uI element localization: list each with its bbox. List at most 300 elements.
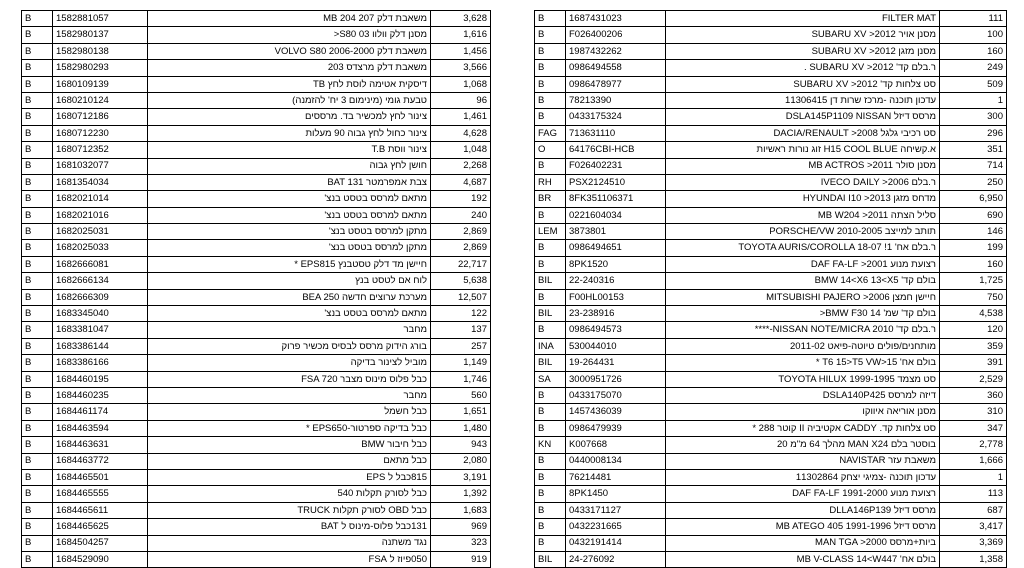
part-number-cell: 1684529090 xyxy=(53,551,148,567)
table-row xyxy=(535,240,1007,256)
supplier-code-cell: B xyxy=(22,109,53,125)
description-cell: מוביל לצינור בדיקה xyxy=(148,355,431,371)
supplier-code-cell: LEM xyxy=(535,224,566,240)
description-cell: מתאם למרסס בטסט בנצ' xyxy=(148,207,431,223)
description-cell: מחבר xyxy=(148,322,431,338)
price-cell: 1,068 xyxy=(431,76,491,92)
price-cell: 1,048 xyxy=(431,142,491,158)
part-number-cell: 1684463772 xyxy=(53,453,148,469)
table-row xyxy=(535,158,1007,174)
part-number-cell: 1582980138 xyxy=(53,43,148,59)
part-number-cell: 1683386144 xyxy=(53,338,148,354)
description-cell: בולם קד' BMW 14<X6 13<X5 xyxy=(666,273,940,289)
price-cell: 1,456 xyxy=(431,43,491,59)
table-row xyxy=(535,273,1007,289)
part-number-cell: 1684461174 xyxy=(53,404,148,420)
table-row xyxy=(22,469,491,485)
table-row xyxy=(535,142,1007,158)
part-number-cell: 1683345040 xyxy=(53,306,148,322)
description-cell: כבל לסורק תקלות 540 xyxy=(148,486,431,502)
part-number-cell: 1684463594 xyxy=(53,420,148,436)
price-cell: 1,461 xyxy=(431,109,491,125)
description-cell: סליל הצתה MB W204 >2011 xyxy=(666,207,940,223)
price-cell: 2,080 xyxy=(431,453,491,469)
price-cell: 100 xyxy=(940,27,1007,43)
part-number-cell: 0986478977 xyxy=(566,76,666,92)
price-cell: 160 xyxy=(940,43,1007,59)
price-table-right xyxy=(534,10,1007,568)
description-cell: מתאם למרסס בטסט בנצ' xyxy=(148,191,431,207)
description-cell: דיזה למרסס DSLA140P425 xyxy=(666,387,940,403)
supplier-code-cell: B xyxy=(535,76,566,92)
price-cell: 360 xyxy=(940,387,1007,403)
table-row xyxy=(535,191,1007,207)
table-row xyxy=(535,502,1007,518)
description-cell: מותחנים/פולים טיוטה-פיאט 2011-02 xyxy=(666,338,940,354)
description-cell: 815כבל ל EPS xyxy=(148,469,431,485)
price-cell: 1,480 xyxy=(431,420,491,436)
description-cell: רצועת מנוע DAF FA-LF 1991-2000 xyxy=(666,486,940,502)
part-number-cell: 64176CBI-HCB xyxy=(566,142,666,158)
table-row xyxy=(535,420,1007,436)
part-number-cell: 1684465611 xyxy=(53,502,148,518)
part-number-cell: PSX2124510 xyxy=(566,174,666,190)
table-row xyxy=(22,43,491,59)
price-cell: 347 xyxy=(940,420,1007,436)
supplier-code-cell: BIL xyxy=(535,306,566,322)
supplier-code-cell: RH xyxy=(535,174,566,190)
price-cell: 919 xyxy=(431,551,491,567)
table-row xyxy=(535,535,1007,551)
supplier-code-cell: B xyxy=(22,224,53,240)
table-row xyxy=(535,551,1007,567)
price-cell: 146 xyxy=(940,224,1007,240)
description-cell: בולם אח' MB V-CLASS 14<W447 xyxy=(666,551,940,567)
description-cell: ר.בלם אח' TOYOTA AURIS/COROLLA 18-07 !1 xyxy=(666,240,940,256)
price-cell: 714 xyxy=(940,158,1007,174)
price-cell: 3,566 xyxy=(431,60,491,76)
price-cell: 137 xyxy=(431,322,491,338)
part-number-cell: 3000951726 xyxy=(566,371,666,387)
part-number-cell: 0433171127 xyxy=(566,502,666,518)
supplier-code-cell: B xyxy=(22,453,53,469)
price-cell: 1,725 xyxy=(940,273,1007,289)
description-cell: נגד משתנה xyxy=(148,535,431,551)
price-cell: 111 xyxy=(940,11,1007,27)
supplier-code-cell: B xyxy=(22,174,53,190)
supplier-code-cell: B xyxy=(535,92,566,108)
price-cell: 12,507 xyxy=(431,289,491,305)
part-number-cell: 24-276092 xyxy=(566,551,666,567)
supplier-code-cell: B xyxy=(22,125,53,141)
description-cell: מסנן אוריאה איווקו xyxy=(666,404,940,420)
table-row xyxy=(535,355,1007,371)
table-row xyxy=(22,306,491,322)
price-cell: 6,950 xyxy=(940,191,1007,207)
description-cell: צינור לחץ למכשיר בד. מרססים xyxy=(148,109,431,125)
description-cell: 131כבל פלוס-מינוס ל BAT xyxy=(148,519,431,535)
supplier-code-cell: B xyxy=(22,289,53,305)
table-row xyxy=(535,486,1007,502)
table-row xyxy=(22,240,491,256)
table-row xyxy=(22,437,491,453)
supplier-code-cell: B xyxy=(22,420,53,436)
price-cell: 3,191 xyxy=(431,469,491,485)
supplier-code-cell: BR xyxy=(535,191,566,207)
price-cell: 3,369 xyxy=(940,535,1007,551)
part-number-cell: 1683386166 xyxy=(53,355,148,371)
price-cell: 1 xyxy=(940,92,1007,108)
supplier-code-cell: B xyxy=(535,469,566,485)
supplier-code-cell: B xyxy=(22,535,53,551)
part-number-cell: 0433175324 xyxy=(566,109,666,125)
part-number-cell: 76214481 xyxy=(566,469,666,485)
part-number-cell: 0433175070 xyxy=(566,387,666,403)
description-cell: מרסס דיזל DLLA146P139 xyxy=(666,502,940,518)
supplier-code-cell: B xyxy=(535,109,566,125)
price-cell: 310 xyxy=(940,404,1007,420)
table-row xyxy=(22,371,491,387)
part-number-cell: 1684465555 xyxy=(53,486,148,502)
price-cell: 560 xyxy=(431,387,491,403)
price-cell: 690 xyxy=(940,207,1007,223)
price-cell: 1,392 xyxy=(431,486,491,502)
part-number-cell: 0986494573 xyxy=(566,322,666,338)
part-number-cell: 78213390 xyxy=(566,92,666,108)
price-cell: 4,687 xyxy=(431,174,491,190)
supplier-code-cell: B xyxy=(22,60,53,76)
table-row xyxy=(22,535,491,551)
supplier-code-cell: B xyxy=(22,306,53,322)
table-row xyxy=(535,322,1007,338)
price-cell: 969 xyxy=(431,519,491,535)
table-row xyxy=(22,355,491,371)
table-row xyxy=(22,60,491,76)
table-row xyxy=(22,256,491,272)
price-cell: 2,869 xyxy=(431,240,491,256)
part-number-cell: 1682666309 xyxy=(53,289,148,305)
table-row xyxy=(22,11,491,27)
part-number-cell: K007668 xyxy=(566,437,666,453)
description-cell: ר.בלם קד' SUBARU XV >2012 . xyxy=(666,60,940,76)
price-cell: 1,149 xyxy=(431,355,491,371)
part-number-cell: 1681032077 xyxy=(53,158,148,174)
part-number-cell: 1582980293 xyxy=(53,60,148,76)
description-cell: תותב למייצב PORSCHE/VW 2010-2005 xyxy=(666,224,940,240)
description-cell: מסנן מזגן SUBARU XV >2012 xyxy=(666,43,940,59)
part-number-cell: F026402231 xyxy=(566,158,666,174)
description-cell: מסנן דלק וולוו S80 03< xyxy=(148,27,431,43)
supplier-code-cell: FAG xyxy=(535,125,566,141)
description-cell: כבל חשמל xyxy=(148,404,431,420)
description-cell: משאבת דלק 2006-2000 VOLVO S80 xyxy=(148,43,431,59)
part-number-cell: 1684465501 xyxy=(53,469,148,485)
table-row xyxy=(22,109,491,125)
table-row xyxy=(535,306,1007,322)
supplier-code-cell: B xyxy=(22,191,53,207)
table-row xyxy=(535,207,1007,223)
part-number-cell: 1683381047 xyxy=(53,322,148,338)
description-cell: צינור כחול לחץ גבוה 90 מעלות xyxy=(148,125,431,141)
supplier-code-cell: B xyxy=(22,338,53,354)
price-cell: 1,746 xyxy=(431,371,491,387)
price-cell: 1,683 xyxy=(431,502,491,518)
description-cell: בוסטר בלם MAN X24 מהלך 64 מ"מ 20 xyxy=(666,437,940,453)
price-cell: 351 xyxy=(940,142,1007,158)
description-cell: משאבת דלק 207 204 MB xyxy=(148,11,431,27)
supplier-code-cell: B xyxy=(22,486,53,502)
price-cell: 120 xyxy=(940,322,1007,338)
description-cell: משאבת עזר NAVISTAR xyxy=(666,453,940,469)
price-cell: 160 xyxy=(940,256,1007,272)
supplier-code-cell: B xyxy=(22,92,53,108)
description-cell: כבל בדיקה ספרטור-EPS650 * xyxy=(148,420,431,436)
description-cell: חיישן חמצן MITSUBISHI PAJERO >2006 xyxy=(666,289,940,305)
table-row xyxy=(22,158,491,174)
part-number-cell: 1684460235 xyxy=(53,387,148,403)
table-row xyxy=(535,125,1007,141)
part-number-cell: 1457436039 xyxy=(566,404,666,420)
supplier-code-cell: B xyxy=(22,502,53,518)
description-cell: ביות+מרסס MAN TGA >2000 xyxy=(666,535,940,551)
table-row xyxy=(535,338,1007,354)
table-row xyxy=(22,404,491,420)
description-cell: מרסס דיזל DSLA145P1109 NISSAN xyxy=(666,109,940,125)
part-number-cell: 1680712352 xyxy=(53,142,148,158)
part-number-cell: 8PK1520 xyxy=(566,256,666,272)
description-cell: כבל מתאם xyxy=(148,453,431,469)
part-number-cell: 1582980137 xyxy=(53,27,148,43)
price-cell: 192 xyxy=(431,191,491,207)
price-cell: 943 xyxy=(431,437,491,453)
supplier-code-cell: SA xyxy=(535,371,566,387)
description-cell: סט צלחות קד' SUBARU XV >2012 xyxy=(666,76,940,92)
part-number-cell: 713631110 xyxy=(566,125,666,141)
price-cell: 4,628 xyxy=(431,125,491,141)
price-cell: 2,268 xyxy=(431,158,491,174)
description-cell: מדחס מזגן HYUNDAI I10 >2013 xyxy=(666,191,940,207)
supplier-code-cell: B xyxy=(535,420,566,436)
supplier-code-cell: B xyxy=(535,60,566,76)
table-row xyxy=(22,125,491,141)
price-cell: 1,666 xyxy=(940,453,1007,469)
supplier-code-cell: B xyxy=(22,551,53,567)
part-number-cell: 1680712230 xyxy=(53,125,148,141)
price-cell: 300 xyxy=(940,109,1007,125)
description-cell: מסנן סולר MB ACTROS >2011 xyxy=(666,158,940,174)
price-cell: 2,869 xyxy=(431,224,491,240)
part-number-cell: 1682025033 xyxy=(53,240,148,256)
part-number-cell: 1687431023 xyxy=(566,11,666,27)
description-cell: משאבת דלק מרצדס 203 xyxy=(148,60,431,76)
table-row xyxy=(22,224,491,240)
description-cell: כבל פלוס מינוס מצבר FSA 720 xyxy=(148,371,431,387)
supplier-code-cell: B xyxy=(535,27,566,43)
supplier-code-cell: B xyxy=(22,387,53,403)
price-cell: 2,529 xyxy=(940,371,1007,387)
supplier-code-cell: B xyxy=(535,158,566,174)
part-number-cell: 0432191414 xyxy=(566,535,666,551)
part-number-cell: 1987432262 xyxy=(566,43,666,59)
description-cell: כבל חיבור BMW xyxy=(148,437,431,453)
price-cell: 240 xyxy=(431,207,491,223)
description-cell: מחבר xyxy=(148,387,431,403)
part-number-cell: 1682666081 xyxy=(53,256,148,272)
part-number-cell: 23-238916 xyxy=(566,306,666,322)
price-cell: 3,417 xyxy=(940,519,1007,535)
table-row xyxy=(535,174,1007,190)
price-cell: 323 xyxy=(431,535,491,551)
description-cell: בורג הידוק מרסס לבסיס מכשיר פרוק xyxy=(148,338,431,354)
description-cell: סט צלחות קד. CADDY אקטיביה II קוטר 288 * xyxy=(666,420,940,436)
price-cell: 22,717 xyxy=(431,256,491,272)
description-cell: סט רכיבי גלגל DACIA/RENAULT >2008 xyxy=(666,125,940,141)
supplier-code-cell: B xyxy=(535,486,566,502)
table-row xyxy=(535,43,1007,59)
supplier-code-cell: B xyxy=(22,469,53,485)
part-number-cell: 1582881057 xyxy=(53,11,148,27)
price-cell: 391 xyxy=(940,355,1007,371)
supplier-code-cell: B xyxy=(22,11,53,27)
price-cell: 687 xyxy=(940,502,1007,518)
table-row xyxy=(535,371,1007,387)
description-cell: סט מצמד TOYOTA HILUX 1999-1995 xyxy=(666,371,940,387)
part-number-cell: 0986494558 xyxy=(566,60,666,76)
supplier-code-cell: B xyxy=(535,502,566,518)
part-number-cell: 1684463631 xyxy=(53,437,148,453)
price-cell: 122 xyxy=(431,306,491,322)
part-number-cell: 1682021014 xyxy=(53,191,148,207)
supplier-code-cell: B xyxy=(22,322,53,338)
supplier-code-cell: B xyxy=(535,404,566,420)
table-row xyxy=(535,92,1007,108)
description-cell: BEA מערכת ערוצים חדשה 250 xyxy=(148,289,431,305)
table-row xyxy=(535,60,1007,76)
price-cell: 1,651 xyxy=(431,404,491,420)
part-number-cell: 0986494651 xyxy=(566,240,666,256)
price-cell: 113 xyxy=(940,486,1007,502)
description-cell: צינור ווסת T.B xyxy=(148,142,431,158)
price-cell: 1,358 xyxy=(940,551,1007,567)
table-row xyxy=(22,174,491,190)
supplier-code-cell: B xyxy=(535,519,566,535)
table-row xyxy=(535,453,1007,469)
part-number-cell: 0986479939 xyxy=(566,420,666,436)
part-number-cell: 0440008134 xyxy=(566,453,666,469)
table-row xyxy=(535,289,1007,305)
description-cell: בולם קד' שמ' BMW F30 14< xyxy=(666,306,940,322)
price-cell: 750 xyxy=(940,289,1007,305)
description-cell: FILTER MAT xyxy=(666,11,940,27)
table-row xyxy=(22,289,491,305)
part-number-cell: 1680109139 xyxy=(53,76,148,92)
supplier-code-cell: BIL xyxy=(535,273,566,289)
price-cell: 1 xyxy=(940,469,1007,485)
table-row xyxy=(535,387,1007,403)
description-cell: לוח אם לטסט בנץ xyxy=(148,273,431,289)
part-number-cell: 8FK351106371 xyxy=(566,191,666,207)
table-row xyxy=(22,273,491,289)
description-cell: מתקן למרסס בטסט בנצ' xyxy=(148,240,431,256)
price-table-left-body xyxy=(22,11,491,568)
part-number-cell: 8PK1450 xyxy=(566,486,666,502)
price-cell: 296 xyxy=(940,125,1007,141)
supplier-code-cell: B xyxy=(535,535,566,551)
price-cell: 5,638 xyxy=(431,273,491,289)
supplier-code-cell: BIL xyxy=(535,355,566,371)
supplier-code-cell: B xyxy=(22,207,53,223)
description-cell: בולם אח' 15<T6 15>T5 VW * xyxy=(666,355,940,371)
supplier-code-cell: B xyxy=(22,371,53,387)
supplier-code-cell: B xyxy=(535,11,566,27)
supplier-code-cell: B xyxy=(22,240,53,256)
table-row xyxy=(535,27,1007,43)
part-number-cell: 1680210124 xyxy=(53,92,148,108)
supplier-code-cell: B xyxy=(535,256,566,272)
price-cell: 250 xyxy=(940,174,1007,190)
description-cell: מתקן למרסס בטסט בנצ' xyxy=(148,224,431,240)
supplier-code-cell: B xyxy=(22,404,53,420)
price-cell: 199 xyxy=(940,240,1007,256)
table-row xyxy=(22,76,491,92)
table-row xyxy=(535,109,1007,125)
part-number-cell: 19-264431 xyxy=(566,355,666,371)
part-number-cell: 1684460195 xyxy=(53,371,148,387)
table-row xyxy=(22,551,491,567)
description-cell: חושן לחץ גבוה xyxy=(148,158,431,174)
table-row xyxy=(22,207,491,223)
table-row xyxy=(535,224,1007,240)
supplier-code-cell: B xyxy=(22,355,53,371)
supplier-code-cell: B xyxy=(22,27,53,43)
description-cell: טבעת גומי (מינימום 3 יח' להזמנה) xyxy=(148,92,431,108)
supplier-code-cell: B xyxy=(22,256,53,272)
description-cell: כבל OBD לסורק תקלות TRUCK xyxy=(148,502,431,518)
supplier-code-cell: B xyxy=(535,387,566,403)
description-cell: צבת אמפרמטר BAT 131 xyxy=(148,174,431,190)
price-cell: 1,616 xyxy=(431,27,491,43)
part-number-cell: 1680712186 xyxy=(53,109,148,125)
part-number-cell: F00HL00153 xyxy=(566,289,666,305)
description-cell: מרסס דיזל MB ATEGO 405 1991-1996 xyxy=(666,519,940,535)
table-row xyxy=(535,256,1007,272)
table-row xyxy=(22,502,491,518)
supplier-code-cell: B xyxy=(22,76,53,92)
description-cell: רצועת מנוע DAF FA-LF >2001 xyxy=(666,256,940,272)
description-cell: עדכון תוכנה -צמיגי יצחק 11302864 xyxy=(666,469,940,485)
price-cell: 249 xyxy=(940,60,1007,76)
table-row xyxy=(535,404,1007,420)
description-cell: ר.בלם קד' NISSAN NOTE/MICRA 2010-**** xyxy=(666,322,940,338)
part-number-cell: F026400206 xyxy=(566,27,666,43)
part-number-cell: 1684465625 xyxy=(53,519,148,535)
part-number-cell: 0432231665 xyxy=(566,519,666,535)
part-number-cell: 1682666134 xyxy=(53,273,148,289)
supplier-code-cell: B xyxy=(22,273,53,289)
price-cell: 257 xyxy=(431,338,491,354)
supplier-code-cell: B xyxy=(535,322,566,338)
part-number-cell: 1682021016 xyxy=(53,207,148,223)
description-cell: עדכון תוכנה -מרכז שרות דן 11306415 xyxy=(666,92,940,108)
table-row xyxy=(22,387,491,403)
supplier-code-cell: B xyxy=(535,43,566,59)
price-table-right-body xyxy=(535,11,1007,568)
price-cell: 509 xyxy=(940,76,1007,92)
table-row xyxy=(535,76,1007,92)
part-number-cell: 3873801 xyxy=(566,224,666,240)
table-row xyxy=(22,92,491,108)
supplier-code-cell: B xyxy=(535,289,566,305)
